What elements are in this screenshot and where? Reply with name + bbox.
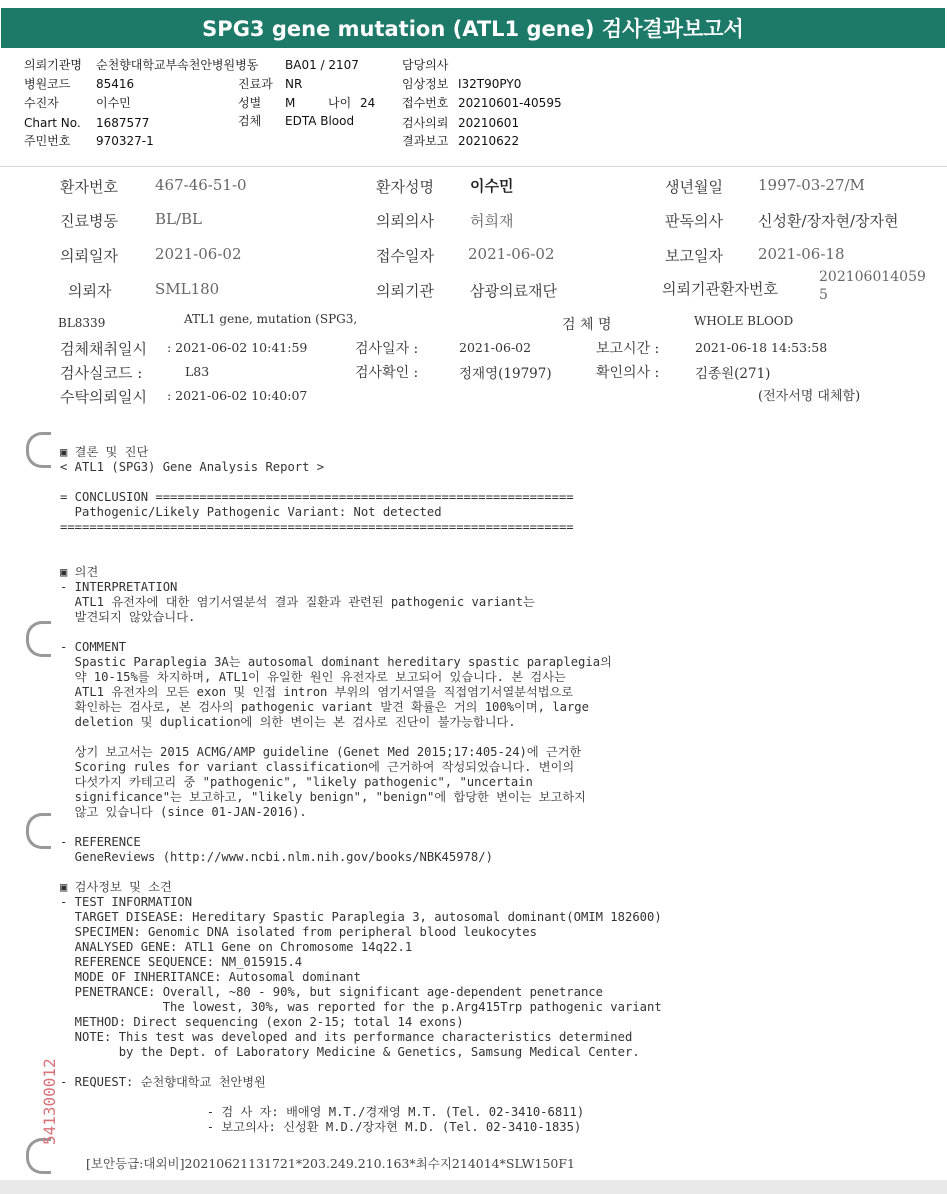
report-line: 다섯가지 카테고리 중 "pathogenic", "likely pathogenic", "uncertain [60, 775, 533, 789]
binder-hole-mark [26, 432, 51, 468]
report-line: Spastic Paraplegia 3A는 autosomal dominant hereditary spastic paraplegia의 [60, 655, 612, 669]
binder-hole-mark [26, 813, 51, 849]
cell-value: 2021-06-02 [155, 245, 242, 263]
patient-label: 수진자 [24, 96, 59, 110]
confirm-label: 검사확인 : [355, 365, 419, 381]
report-line: 상기 보고서는 2015 ACMG/AMP guideline (Genet Med 2015;17:405-24)에 근거한 [60, 745, 582, 759]
cell-value: SML180 [155, 280, 220, 298]
report-line: ▣ 검사정보 및 소견 [60, 880, 172, 894]
specimen-name-label: 검 체 명 [562, 317, 612, 333]
cell-label: 의뢰기관 [376, 282, 434, 300]
report-line: - 검 사 자: 배애영 M.T./경재영 M.T. (Tel. 02-3410-6811) [60, 1105, 585, 1119]
specimen-label: 검체 [238, 114, 262, 128]
report-line: REFERENCE SEQUENCE: NM_015915.4 [60, 955, 303, 969]
referral-org-label: 의뢰기관명 [24, 58, 82, 72]
report-line: - INTERPRETATION [60, 580, 178, 594]
report-title: SPG3 gene mutation (ATL1 gene) 검사결과보고서 [1, 8, 945, 48]
report-line: = CONCLUSION ========================================================= [60, 490, 574, 504]
ssn-label: 주민번호 [24, 134, 71, 148]
page-bottom-bar [0, 1180, 947, 1194]
test-name: ATL1 gene, mutation (SPG3, [184, 312, 358, 326]
report-line: 약 10-15%를 차지하며, ATL1이 유일한 원인 유전자로 보고되어 있습니다. 본 검사는 [60, 670, 566, 684]
sex: M [285, 96, 296, 110]
chart-number: 1687577 [96, 116, 150, 130]
security-footer: [보안등급:대외비]20210621131721*203.249.210.163*최수지214014*SLW150F1 [86, 1156, 575, 1171]
cell-value-cont: 5 [819, 287, 828, 303]
clinical-label: 임상정보 [402, 77, 449, 91]
dept: NR [285, 77, 303, 91]
report-line: ▣ 의견 [60, 565, 99, 579]
report-line: SPECIMEN: Genomic DNA isolated from peripheral blood leukocytes [60, 925, 537, 939]
report-date: 20210622 [458, 134, 520, 148]
doctor-label: 담당의사 [402, 58, 449, 72]
ward: BA01 / 2107 [285, 58, 359, 72]
collect-label: 검체채취일시 [60, 340, 147, 358]
report-line [60, 550, 662, 565]
binder-hole-mark [26, 621, 51, 657]
cell-label: 접수일자 [376, 247, 434, 265]
cell-label: 의뢰일자 [60, 247, 118, 265]
chart-label: Chart No. [24, 116, 81, 130]
report-line: TARGET DISEASE: Hereditary Spastic Paraplegia 3, autosomal dominant(OMIM 182600) [60, 910, 662, 924]
ssn: 970327-1 [96, 134, 154, 148]
report-line: Scoring rules for variant classification에 근거하여 작성되었습니다. 변이의 [60, 760, 575, 774]
cell-value: 2021-06-18 [758, 245, 845, 263]
report-line [60, 820, 662, 835]
cell-label: 진료병동 [60, 212, 118, 230]
cell-value: 허희재 [470, 212, 514, 230]
report-line: ATL1 유전자에 대한 염기서열분석 결과 질환과 관련된 pathogenic variant는 [60, 595, 535, 609]
confirm-doctor: 김종원(271) [695, 366, 771, 382]
clinical-info: I32T90PY0 [458, 77, 522, 91]
report-line: MODE OF INHERITANCE: Autosomal dominant [60, 970, 361, 984]
hospital-code: 85416 [96, 77, 135, 91]
specimen: EDTA Blood [285, 114, 355, 128]
report-line: - 보고의사: 신성환 M.D./장자현 M.D. (Tel. 02-3410-1835) [60, 1120, 582, 1134]
age: 24 [360, 96, 376, 110]
specimen-name: WHOLE BLOOD [694, 314, 794, 328]
report-line: 확인하는 검사로, 본 검사의 pathogenic variant 발견 확률은 거의 100%이며, large [60, 700, 589, 714]
report-line: Pathogenic/Likely Pathogenic Variant: Not detected [60, 505, 442, 519]
report-line: GeneReviews (http://www.ncbi.nlm.nih.gov/books/NBK45978/) [60, 850, 493, 864]
report-line: - COMMENT [60, 640, 127, 654]
confirm-by: 정재영(19797) [459, 366, 552, 382]
report-line: deletion 및 duplication에 의한 변이는 본 검사로 진단이 불가능합니다. [60, 715, 516, 729]
report-line: METHOD: Direct sequencing (exon 2-15; total 14 exons) [60, 1015, 464, 1029]
header-divider [0, 166, 947, 167]
consign-label: 수탁의뢰일시 [60, 388, 147, 406]
cell-label: 환자성명 [376, 178, 434, 196]
cell-label: 의뢰기관환자번호 [662, 280, 778, 298]
confirm-doctor-label: 확인의사 : [596, 365, 660, 381]
cell-value: BL/BL [155, 210, 203, 228]
lab-code: L83 [185, 364, 210, 379]
report-line: ANALYSED GENE: ATL1 Gene on Chromosome 14q22.1 [60, 940, 413, 954]
report-line: significance"는 보고하고, "likely benign", "benign"에 합당한 변이는 보고하지 [60, 790, 586, 804]
receipt-label: 접수번호 [402, 96, 449, 110]
age-label: 나이 [328, 96, 352, 110]
report-line: ATL1 유전자의 모든 exon 및 인접 intron 부위의 염기서열을 직접염기서열분석법으로 [60, 685, 574, 699]
report-time-label: 보고시간 : [596, 341, 660, 357]
consign-time: : 2021-06-02 10:40:07 [167, 388, 308, 403]
cell-label: 의뢰자 [68, 282, 112, 300]
report-line [60, 1060, 662, 1075]
cell-label: 의뢰의사 [376, 212, 434, 230]
cell-value: 467-46-51-0 [155, 176, 247, 194]
report-body [60, 445, 662, 1135]
report-line: 않고 있습니다 (since 01-JAN-2016). [60, 805, 307, 819]
test-date-label: 검사일자 : [355, 341, 419, 357]
report-line [60, 730, 662, 745]
test-request-label: 검사의뢰 [402, 116, 449, 130]
cell-label: 판독의사 [665, 212, 723, 230]
report-line [60, 475, 662, 490]
lab-code-label: 검사실코드 : [60, 364, 143, 382]
hospital-code-label: 병원코드 [24, 77, 71, 91]
cell-value: 2021-06-02 [468, 245, 555, 263]
sex-label: 성별 [238, 96, 262, 110]
report-time: 2021-06-18 14:53:58 [695, 340, 828, 355]
report-line: PENETRANCE: Overall, ~80 - 90%, but significant age-dependent penetrance [60, 985, 603, 999]
report-line: by the Dept. of Laboratory Medicine & Genetics, Samsung Medical Center. [60, 1045, 640, 1059]
test-code: BL8339 [58, 316, 106, 330]
cell-value: 신성환/장자현/장자현 [758, 212, 899, 230]
patient-name: 이수민 [96, 96, 131, 110]
report-line [60, 1090, 662, 1105]
test-date: 2021-06-02 [459, 340, 532, 355]
report-label: 결과보고 [402, 134, 449, 148]
side-stamp-number: 541300012 [40, 1058, 59, 1145]
receipt-number: 20210601-40595 [458, 96, 562, 110]
report-line [60, 865, 662, 880]
report-line: - REFERENCE [60, 835, 141, 849]
report-line: - TEST INFORMATION [60, 895, 193, 909]
report-line: ▣ 결론 및 진단 [60, 445, 149, 459]
dept-label: 진료과 [238, 77, 273, 91]
cell-value: 삼광의료재단 [470, 282, 557, 300]
cell-value: 이수민 [470, 177, 514, 195]
esign-note: (전자서명 대체함) [758, 389, 861, 404]
report-line [60, 625, 662, 640]
cell-label: 보고일자 [665, 247, 723, 265]
report-line: - REQUEST: 순천향대학교 천안병원 [60, 1075, 266, 1089]
test-request-date: 20210601 [458, 116, 520, 130]
cell-label: 환자번호 [60, 178, 118, 196]
report-line: 발견되지 않았습니다. [60, 610, 196, 624]
cell-value: 202106014059 [819, 269, 926, 285]
report-line: < ATL1 (SPG3) Gene Analysis Report > [60, 460, 325, 474]
collect-time: : 2021-06-02 10:41:59 [167, 340, 308, 355]
report-line [60, 535, 662, 550]
cell-label: 생년월일 [665, 178, 723, 196]
referral-org: 순천향대학교부속천안병원병동 [96, 58, 259, 72]
cell-value: 1997-03-27/M [758, 176, 865, 194]
report-line: ====================================================================== [60, 520, 574, 534]
report-line: The lowest, 30%, was reported for the p.Arg415Trp pathogenic variant [60, 1000, 662, 1014]
report-line: NOTE: This test was developed and its performance characteristics determined [60, 1030, 633, 1044]
